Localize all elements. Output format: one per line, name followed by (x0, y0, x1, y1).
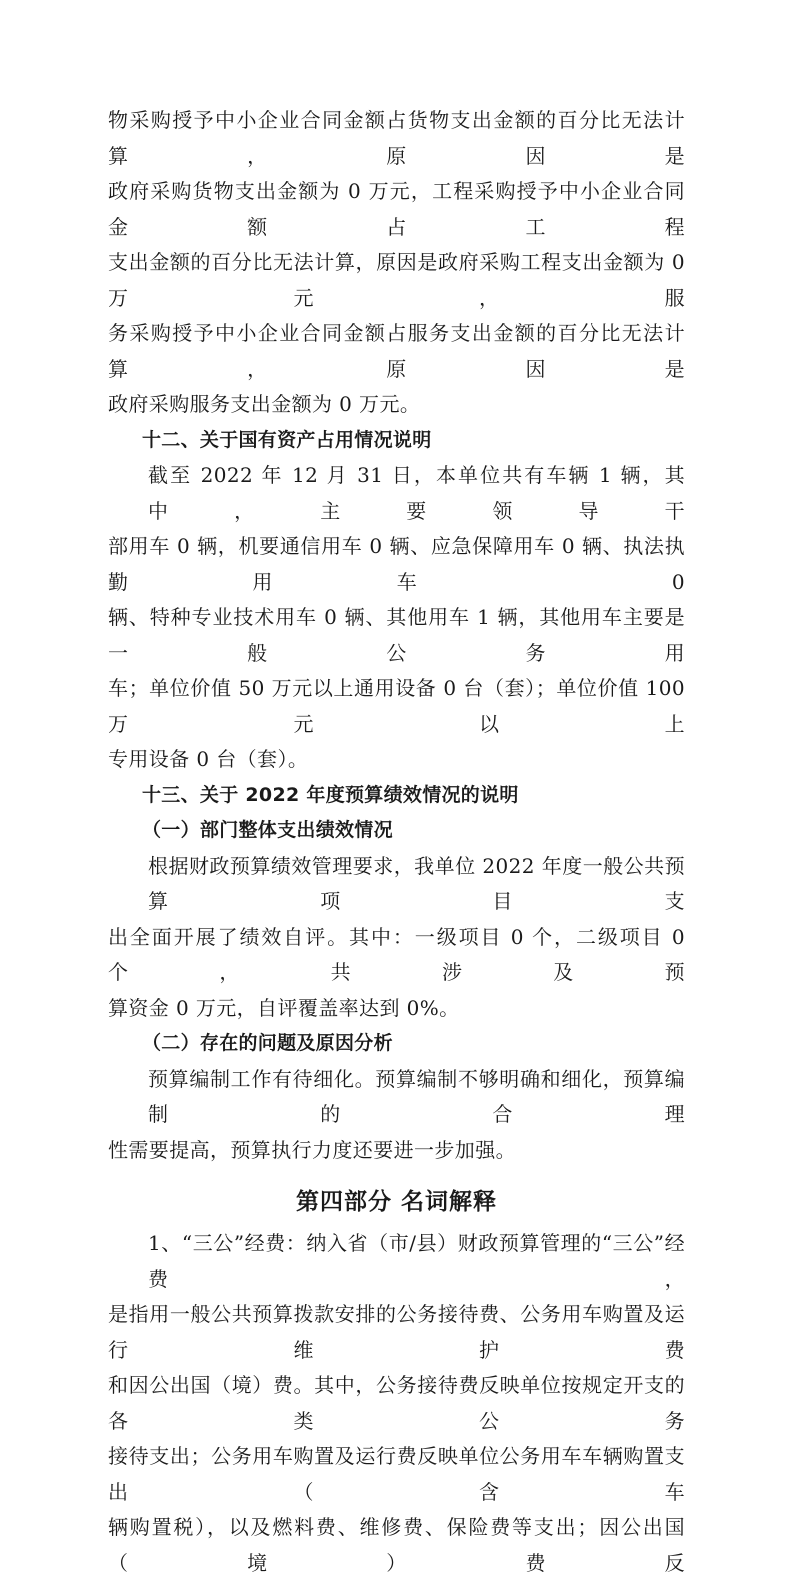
paragraph-procurement (108, 103, 685, 423)
text-line: 1、“三公”经费：纳入省（市/县）财政预算管理的“三公”经费， (148, 1231, 685, 1291)
text-line: 是指用一般公共预算拨款安排的公务接待费、公务用车购置及运行维护费 (108, 1302, 685, 1362)
text-line: 政府采购货物支出金额为 0 万元，工程采购授予中小企业合同金额占工程 (108, 179, 685, 239)
text-line: 物采购授予中小企业合同金额占货物支出金额的百分比无法计算，原因是 (108, 108, 685, 168)
text-line: 和因公出国（境）费。其中，公务接待费反映单位按规定开支的各类公务 (108, 1373, 685, 1433)
paragraph-assets (108, 458, 685, 778)
text-line: 预算编制工作有待细化。预算编制不够明确和细化，预算编制的合理 (148, 1066, 685, 1126)
text-line: 政府采购服务支出金额为 0 万元。 (108, 392, 421, 416)
text-line: 支出金额的百分比无法计算，原因是政府采购工程支出金额为 0 万元，服 (108, 250, 685, 310)
text-line: 辆购置税），以及燃料费、维修费、保险费等支出；因公出国（境）费反 (108, 1515, 685, 1575)
paragraph-terms (108, 1226, 685, 1581)
text-line: 根据财政预算绩效管理要求，我单位 2022 年度一般公共预算项目支 (148, 853, 685, 913)
subsection-heading-13-2: （二）存在的问题及原因分析 (142, 1032, 393, 1054)
text-line: 车；单位价值 50 万元以上通用设备 0 台（套）；单位价值 100 万元以上 (108, 676, 685, 736)
text-line: 出全面开展了绩效自评。其中：一级项目 0 个，二级项目 0 个，共涉及预 (108, 924, 685, 984)
text-line: 务采购授予中小企业合同金额占服务支出金额的百分比无法计算，原因是 (108, 321, 685, 381)
section-heading-13: 十三、关于 2022 年度预算绩效情况的说明 (142, 783, 519, 806)
paragraph-performance (108, 849, 685, 1027)
text-line: 部用车 0 辆，机要通信用车 0 辆、应急保障用车 0 辆、执法执勤用车 0 (108, 534, 685, 594)
text-line: 性需要提高，预算执行力度还要进一步加强。 (108, 1137, 516, 1162)
paragraph-issues (108, 1062, 685, 1169)
text-line: 算资金 0 万元，自评覆盖率达到 0%。 (108, 995, 460, 1020)
section-heading-12: 十二、关于国有资产占用情况说明 (142, 428, 432, 451)
subsection-heading-13-1: （一）部门整体支出绩效情况 (142, 819, 393, 841)
text-line: 辆、特种专业技术用车 0 辆、其他用车 1 辆，其他用车主要是一般公务用 (108, 605, 685, 665)
text-line: 专用设备 0 台（套）。 (108, 747, 309, 771)
text-line: 接待支出；公务用车购置及运行费反映单位公务用车车辆购置支出（含车 (108, 1444, 685, 1504)
part-four-title: 第四部分 名词解释 (295, 1189, 497, 1215)
text-line: 截至 2022 年 12 月 31 日，本单位共有车辆 1 辆，其中，主要领导干 (148, 463, 685, 523)
